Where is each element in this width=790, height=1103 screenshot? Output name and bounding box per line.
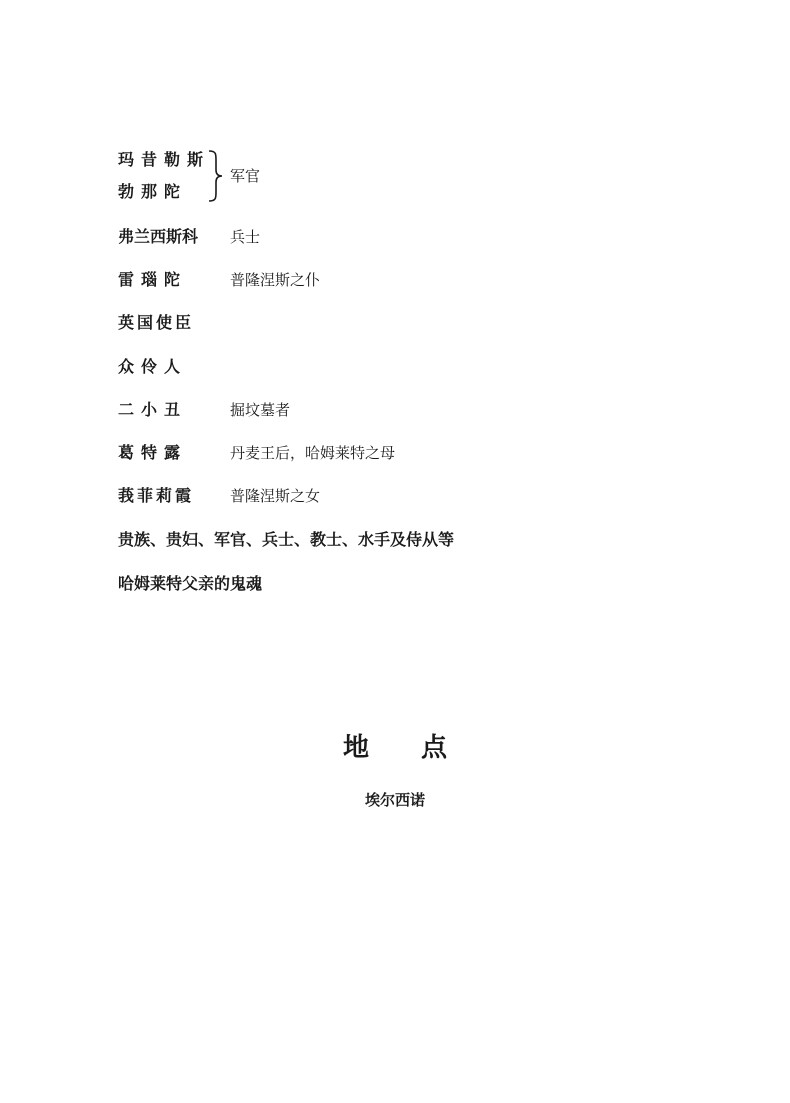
character-others-line: 贵族、贵妇、军官、兵士、教士、水手及侍从等 — [118, 530, 455, 549]
character-role-francisco: 兵士 — [230, 228, 261, 246]
character-ghost-line: 哈姆莱特父亲的鬼魂 — [118, 574, 263, 593]
character-role-gertrude: 丹麦王后，哈姆莱特之母 — [230, 444, 396, 462]
character-role-officers: 军官 — [230, 167, 261, 185]
character-name-english-ambassador: 英国使臣 — [118, 313, 195, 332]
brace-icon — [206, 150, 224, 202]
character-role-ophelia: 普隆涅斯之女 — [230, 487, 321, 505]
character-role-reynaldo: 普隆涅斯之仆 — [230, 271, 321, 289]
character-name-players: 众伶人 — [118, 357, 188, 376]
character-name-bernardo: 勃那陀 — [118, 182, 188, 201]
character-name-ophelia: 莪菲莉霞 — [118, 486, 195, 505]
character-name-marcellus: 玛昔勒斯 — [118, 150, 211, 169]
setting-place: 埃尔西诺 — [364, 791, 425, 809]
character-name-clowns: 二小丑 — [118, 400, 188, 419]
character-name-gertrude: 葛特露 — [118, 443, 188, 462]
character-name-reynaldo: 雷瑙陀 — [118, 270, 188, 289]
character-role-clowns: 掘坟墓者 — [230, 401, 291, 419]
character-name-francisco: 弗兰西斯科 — [118, 227, 199, 246]
setting-title: 地点 — [342, 733, 499, 763]
